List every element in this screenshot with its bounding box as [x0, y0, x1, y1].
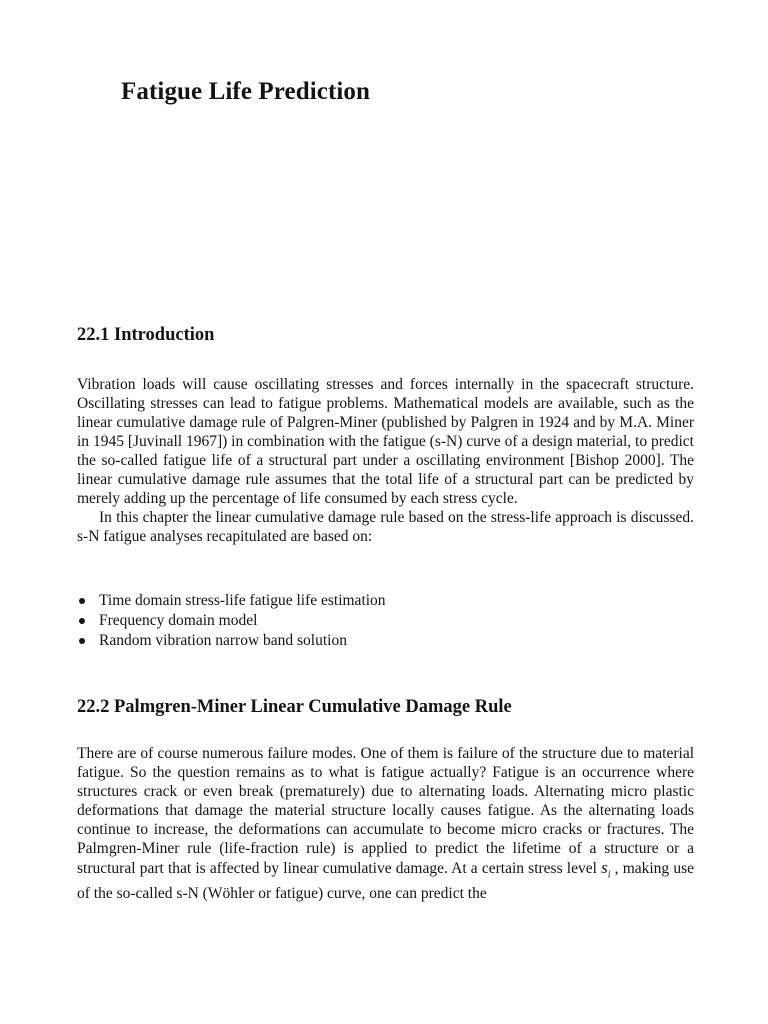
bullet-text: Random vibration narrow band solution — [99, 632, 347, 649]
variable-subscript: i — [607, 869, 611, 881]
approach-bullet-list — [77, 591, 386, 651]
palmgren-miner-text: There are of course numerous failure modes. One of them is failure of the structure due to material fatigue. So the question remains as to what is fatigue actually? Fatigue is an occurrence where structures crack or even break (prematurely) due to alternating loads. Alternating micro plastic deformations that damage the material structure locally causes fatigue. As the alternating loads continue to increase, the deformations can accumulate to become micro cracks or fractures. The Palmgren-Miner rule (life-fraction rule) is applied to predict the lifetime of a structure or a structural part that is affected by linear cumulative damage. At a certain stress level — [77, 745, 694, 877]
bullet-text: Time domain stress-life fatigue life estimation — [99, 592, 386, 609]
introduction-paragraph-2: In this chapter the linear cumulative damage rule based on the stress-life approach is discussed. s-N fatigue analyses recapitulated are based on: — [77, 509, 694, 545]
bullet-dot — [79, 618, 85, 624]
palmgren-miner-text-end: , making use of the so-called s-N (Wöhler or fatigue) curve, one can predict the — [77, 860, 695, 903]
bullet-item — [77, 631, 386, 651]
stress-level-variable — [601, 858, 611, 881]
section-heading-palmgren-miner: 22.2 Palmgren-Miner Linear Cumulative Damage Rule — [77, 697, 512, 717]
introduction-body — [77, 375, 694, 546]
section-heading-introduction: 22.1 Introduction — [77, 325, 215, 345]
bullet-dot — [79, 638, 85, 644]
introduction-paragraph-1: Vibration loads will cause oscillating stresses and forces internally in the spacecraft structure. Oscillating stresses can lead to fatigue problems. Mathematical models are available, such as the linear cumulative damage rule of Palgren-Miner (published by Palgren in 1924 and by M.A. Miner in 1945 [Juvinall 1967]) in combination with the fatigue (s-N) curve of a design material, to predict the so-called fatigue life of a structural part under a oscillating environment [Bishop 2000]. The linear cumulative damage rule assumes that the total life of a structural part can be predicted by merely adding up the percentage of life consumed by each stress cycle. — [77, 376, 694, 507]
bullet-dot — [79, 598, 85, 604]
chapter-title: Fatigue Life Prediction — [121, 78, 371, 105]
bullet-text: Frequency domain model — [99, 612, 258, 629]
palmgren-miner-paragraph — [77, 744, 694, 903]
bullet-item — [77, 611, 386, 631]
palmgren-miner-body — [77, 744, 694, 903]
variable-symbol: s — [601, 858, 608, 877]
bullet-item — [77, 591, 386, 611]
